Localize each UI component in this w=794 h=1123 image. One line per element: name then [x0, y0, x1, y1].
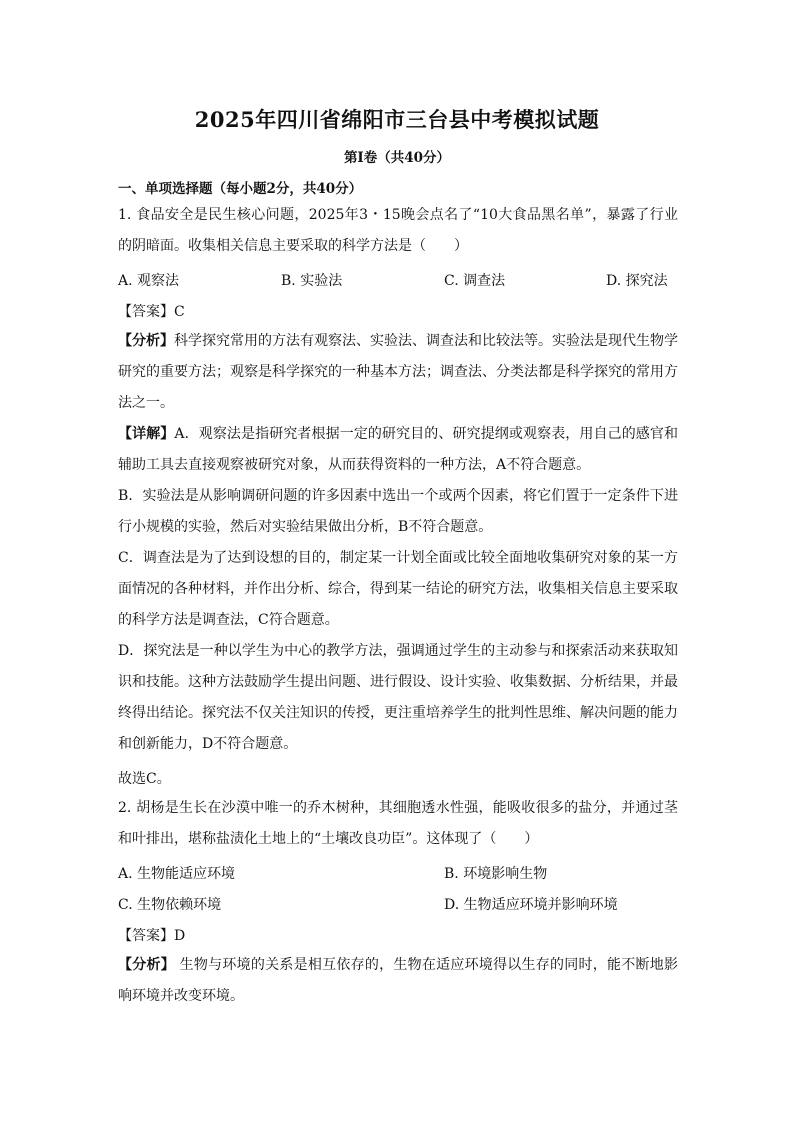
question-2-option-c: C. 生物依赖环境	[118, 897, 222, 913]
question-2-option-d: D. 生物适应环境并影响环境	[444, 897, 618, 913]
question-1-option-c: C. 调查法	[444, 273, 506, 289]
analysis-tag: 【分析】	[118, 957, 175, 973]
paper-part-heading: 第I卷（共40分）	[343, 150, 451, 166]
question-1-option-d: D. 探究法	[606, 273, 668, 289]
question-1-option-b: B. 实验法	[281, 273, 343, 289]
detail-a-text: A．观察法是指研究者根据一定的研究目的、研究提纲或观察表，用自己的感官和辅助工具去直接观察被研究对象，从而获得资料的一种方法，A不符合题意。	[118, 426, 679, 473]
question-2-answer: 【答案】D	[118, 928, 186, 944]
question-1-option-a: A. 观察法	[118, 273, 180, 289]
question-1-detail-b: B．实验法是从影响调研问题的许多因素中选出一个或两个因素，将它们置于一定条件下进行小规模的实验，然后对实验结果做出分析，B不符合题意。	[118, 488, 678, 535]
exam-title: 2025年四川省绵阳市三台县中考模拟试题	[194, 107, 600, 132]
question-1-stem: 1. 食品安全是民生核心问题，2025年3・15晚会点名了“10大食品黑名单”，暴露了行业的阴暗面。收集相关信息主要采取的科学方法是（ ）	[118, 207, 678, 254]
question-1-answer: 【答案】C	[118, 304, 185, 320]
question-1-detail-c: C．调查法是为了达到设想的目的，制定某一计划全面或比较全面地收集研究对象的某一方面情况的各种材料，并作出分析、综合，得到某一结论的研究方法，收集相关信息主要采取的科学方法是调查法，C符合题意。	[118, 550, 678, 628]
detail-tag: 【详解】	[118, 426, 175, 442]
question-2-analysis	[118, 950, 678, 1012]
analysis-text: 生物与环境的关系是相互依存的，生物在适应环境得以生存的同时，能不断地影响环境并改变环境。	[118, 957, 679, 1004]
section-heading: 一、单项选择题（每小题2分，共40分）	[118, 181, 363, 197]
question-1-analysis	[118, 326, 678, 419]
question-2-option-a: A. 生物能适应环境	[118, 866, 236, 882]
analysis-text: 科学探究常用的方法有观察法、实验法、调查法和比较法等。实验法是现代生物学研究的重要方法；观察是科学探究的一种基本方法；调查法、分类法都是科学探究的常用方法之一。	[118, 333, 678, 411]
question-2-stem: 2. 胡杨是生长在沙漠中唯一的乔木树种，其细胞透水性强，能吸收很多的盐分，并通过茎和叶排出，堪称盐渍化土地上的“土壤改良功臣”。这体现了（ ）	[118, 800, 678, 847]
question-1-detail-d: D．探究法是一种以学生为中心的教学方法，强调通过学生的主动参与和探索活动来获取知识和技能。这种方法鼓励学生提出问题、进行假设、设计实验、收集数据、分析结果，并最终得出结论。探究法不仅关注知识的传授，更注重培养学生的批判性思维、解决问题的能力和创新能力，D不符合题意。	[118, 643, 678, 752]
analysis-tag: 【分析】	[118, 333, 174, 349]
question-2-option-b: B. 环境影响生物	[444, 866, 548, 882]
question-1-conclusion: 故选C。	[118, 771, 171, 787]
question-1-detail-a	[118, 419, 678, 481]
